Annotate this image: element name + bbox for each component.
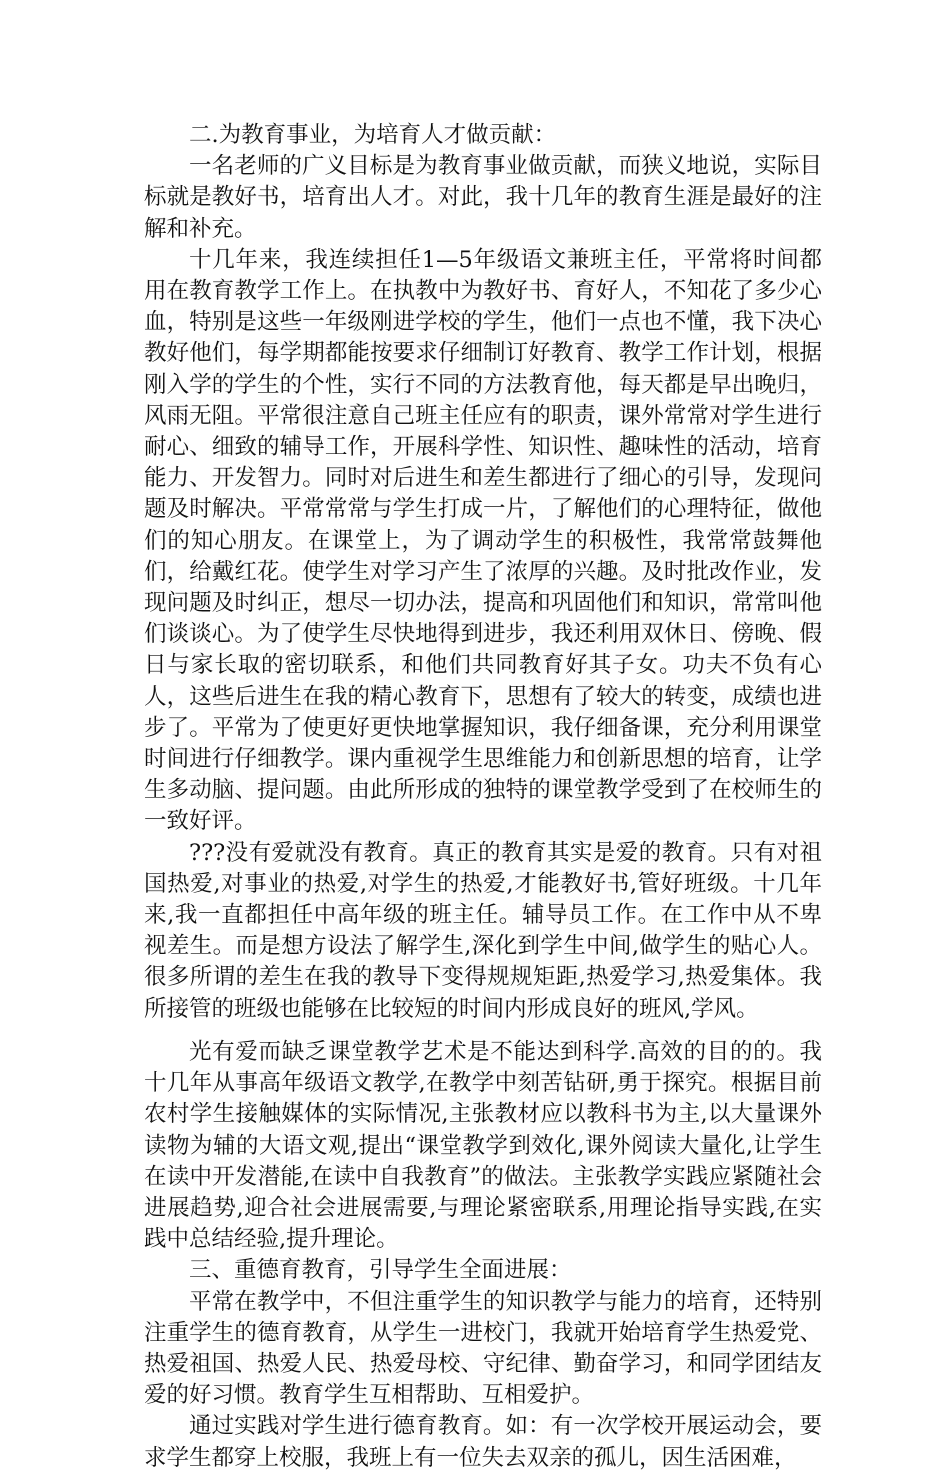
section-heading-2: 二.为教育事业，为培育人才做贡献： xyxy=(189,122,557,148)
paragraph-practice-example: 通过实践对学生进行德育教育。如：有一次学校开展运动会，要求学生都穿上校服，我班上有一位失去双亲的孤儿，因生活困难， xyxy=(144,1413,822,1471)
paragraph-moral-education: 平常在教学中，不但注重学生的知识教学与能力的培育，还特别注重学生的德育教育，从学生一进校门，我就开始培育学生热爱党、热爱祖国、热爱人民、热爱母校、守纪律、勤奋学习，和同学团结友爱的好习惯。教育学生互相帮助、互相爱护。 xyxy=(144,1288,822,1409)
paragraph-teaching-art: 光有爱而缺乏课堂教学艺术是不能达到科学.高效的目的的。我十几年从事高年级语文教学,在教学中刻苦钻研,勇于探究。根据目前农村学生接触媒体的实际情况,主张教材应以教科书为主,以大量课外读物为辅的大语文观,提出“课堂教学到效化,课外阅读大量化,让学生在读中开发潜能,在读中自我教育”的做法。主张教学实践应紧随社会进展趋势,迎合社会进展需要,与理论紧密联系,用理论指导实践,在实践中总结经验,提升理论。 xyxy=(144,1038,822,1253)
paragraph-teaching-career: 十几年来，我连续担任1—5年级语文兼班主任，平常将时间都用在教育教学工作上。在执教中为教好书、育好人，不知花了多少心血，特别是这些一年级刚进学校的学生，他们一点也不懂，我下决心教好他们，每学期都能按要求仔细制订好教育、教学工作计划，根据刚入学的学生的个性，实行不同的方法教育他，每天都是早出晚归，风雨无阻。平常很注意自己班主任应有的职责，课外常常对学生进行耐心、细致的辅导工作，开展科学性、知识性、趣味性的活动，培育能力、开发智力。同时对后进生和差生都进行了细心的引导，发现问题及时解决。平常常常与学生打成一片，了解他们的心理特征，做他们的知心朋友。在课堂上，为了调动学生的积极性，我常常鼓舞他们，给戴红花。使学生对学习产生了浓厚的兴趣。及时批改作业，发现问题及时纠正，想尽一切办法，提高和巩固他们和知识，常常叫他们谈谈心。为了使学生尽快地得到进步，我还利用双休日、傍晚、假日与家长取的密切联系，和他们共同教育好其子女。功夫不负有心人，这些后进生在我的精心教育下，思想有了较大的转变，成绩也进步了。平常为了使更好更快地掌握知识，我仔细备课，充分利用课堂时间进行仔细教学。课内重视学生思维能力和创新思想的培育，让学生多动脑、提问题。由此所形成的独特的课堂教学受到了在校师生的一致好评。 xyxy=(144,246,822,835)
paragraph-love-education: ???没有爱就没有教育。真正的教育其实是爱的教育。只有对祖国热爱,对事业的热爱,对学生的热爱,才能教好书,管好班级。十几年来,我一直都担任中高年级的班主任。辅导员工作。在工作中从不卑视差生。而是想方设法了解学生,深化到学生中间,做学生的贴心人。很多所谓的差生在我的教导下变得规规矩距,热爱学习,热爱集体。我所接管的班级也能够在比较短的时间内形成良好的班风,学风。 xyxy=(144,839,822,1022)
paragraph-goal: 一名老师的广义目标是为教育事业做贡献，而狭义地说，实际目标就是教好书，培育出人才。对此，我十几年的教育生涯是最好的注解和补充。 xyxy=(144,153,822,242)
document-body xyxy=(144,120,822,1474)
section-heading-3: 三、重德育教育，引导学生全面进展： xyxy=(189,1257,572,1284)
